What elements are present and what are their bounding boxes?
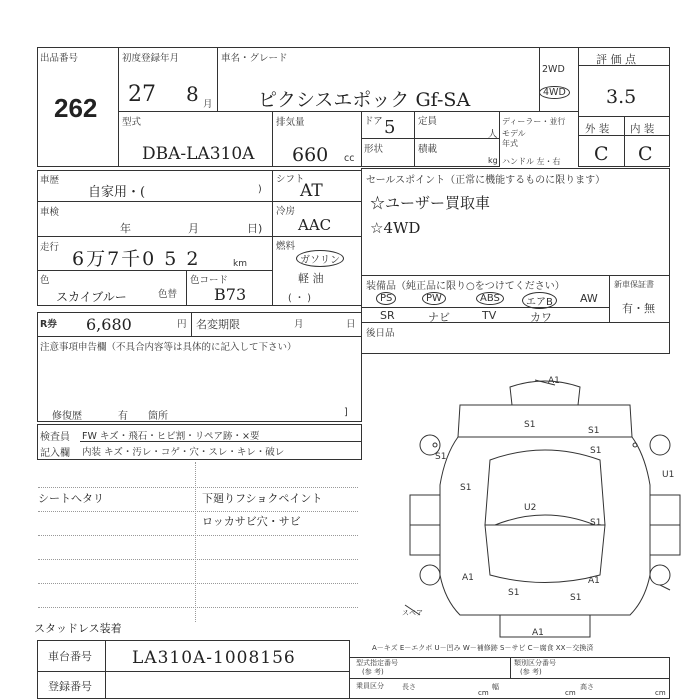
registration-label: 登録番号 [48,680,92,693]
repair-yes: 有 [118,411,128,422]
aircon-value: AAC [298,216,332,234]
diagram-spare-label: スペア [402,609,423,617]
doors-value: 5 [384,117,396,138]
diagram-mark-top: A1 [548,376,560,386]
diagram-mark-s1-b: S1 [588,426,600,436]
deadline-month: 月 [294,319,304,330]
history-label: 車歴 [40,175,60,186]
int-label: 内 装 [630,123,655,135]
deadline-day: 日 [346,319,356,330]
type-designation-label: 型式指定番号 [356,659,398,667]
diagram-mark-s1-e: S1 [460,483,472,493]
diagram-mark-s1-d: S1 [590,446,602,456]
equip-ps: PS [376,292,396,305]
color-change-label: 色替 [158,289,178,300]
warranty-label: 新車保証書 [614,280,654,289]
equip-tv: TV [482,309,497,322]
int-value: C [638,143,653,165]
sales-point-2: ☆4WD [370,219,421,237]
mileage-unit: km [233,259,247,269]
history-box [37,170,273,202]
handwritten-right-note1: 下廻りフショクペイント [202,492,323,505]
color-label: 色 [40,275,50,286]
shift-value: AT [300,181,323,201]
fuel-value: ガソリン [296,250,344,267]
fuel-label: 燃料 [276,241,296,252]
notes-label: 注意事項申告欄（不具合内容等は具体的に記入して下さい） [40,342,297,353]
equip-pw: PW [422,292,446,305]
height-cm: cm [655,689,666,697]
handwritten-right-note2: ロッカサビ穴・サビ [202,515,301,528]
inspector-label2: 記入欄 [40,448,70,459]
repair-label: 修復歴 [52,411,82,422]
equip-aw: AW [580,292,598,305]
handwritten-left-note: シートへタリ [38,492,104,505]
load-label: 積載 [418,144,438,155]
warranty-value: 有・無 [622,302,655,315]
drive-2wd: 2WD [542,64,565,75]
doors-label: ドア [364,116,383,127]
lot-label: 出品番号 [40,53,79,64]
classification-label: 類別区分番号 [514,659,556,667]
displacement-value: 660 [292,144,329,166]
equip-navi: ナビ [428,311,450,324]
lot-number: 262 [54,93,98,123]
score-label: 評 価 点 [596,53,636,66]
inspector-row2: 内装 キズ・汚レ・コゲ・穴・スレ・キレ・破レ [82,447,285,458]
equip-sr: SR [380,309,395,322]
displacement-label: 排気量 [276,117,305,128]
history-close: ) [258,184,262,195]
displacement-unit: cc [344,153,355,164]
shift-label: シフト [276,174,305,185]
handwritten-studless: スタッドレス装着 [34,622,122,635]
diagram-mark-a1-b: A1 [588,576,600,586]
diagram-mark-a1-c: A1 [532,628,544,638]
width-label: 幅 [492,683,499,691]
chassis-value: LA310A-1008156 [132,648,296,668]
diagram-legend: A－キズ E－エクボ U－凹み W－補修跡 S－サビ C－腐食 XX－交換済 [372,644,594,652]
drive-box [539,47,579,112]
repair-close: ] [344,407,348,418]
ref2-label: (参 考) [520,668,542,676]
mileage-label: 走行 [40,242,60,253]
length-label: 長さ [402,683,416,691]
recycle-unit: 円 [177,319,187,330]
score-value: 3.5 [606,86,637,108]
inspector-row1: FW キズ・飛石・ヒビ割・リペア跡・×要 [82,431,260,442]
later-date-label: 後日品 [366,328,395,339]
car-name-value: ピクシスエポック Gf-SA [258,89,471,111]
diagram-mark-u1: U1 [662,470,675,480]
dealer-label: ディーラー・並行 [502,117,566,126]
model-year-label-a: モデル [502,129,526,138]
color-code-value: B73 [214,285,247,304]
inspection-month: 月 [188,222,199,235]
model-value: DBA-LA310A [142,144,255,164]
first-reg-label: 初度登録年月 [122,53,180,64]
equipment-label: 装備品（純正品に限り○をつけてください） [366,281,565,292]
aircon-label: 冷房 [276,206,296,217]
recycle-label: R券 [40,319,57,330]
occupant-label: 乗員区分 [356,682,384,690]
fuel-paren: ( ・ ) [288,293,311,304]
capacity-unit: 人 [488,129,498,140]
color-value: スカイブルー [56,290,127,304]
diagram-mark-u2: U2 [524,503,537,513]
recycle-value: 6,680 [86,315,132,334]
equip-leather: カワ [530,311,552,324]
sales-point-1: ☆ユーザー買取車 [370,194,491,212]
inspection-label: 車検 [40,207,60,218]
diagram-mark-s1-f: S1 [590,518,602,528]
fuel-option2: 軽 油 [298,272,324,285]
first-reg-month: 8 [186,82,199,106]
load-unit: kg [488,156,498,165]
height-label: 高さ [580,683,594,691]
car-damage-diagram [400,375,690,645]
drive-4wd: 4WD [539,86,570,99]
first-reg-month-unit: 月 [203,99,213,110]
ref-label: (参 考) [362,668,384,676]
inspection-day: 日) [247,222,263,235]
chassis-label: 車台番号 [48,650,92,663]
ext-value: C [594,143,609,165]
history-value: 自家用・( [88,185,146,200]
car-name-label: 車名・グレード [221,53,288,64]
width-cm: cm [565,689,576,697]
inspector-label1: 検査員 [40,432,70,443]
deadline-label: 名変期限 [196,318,240,331]
inspection-box [37,201,273,237]
diagram-mark-s1-g: S1 [508,588,520,598]
repair-place: 箇所 [148,411,168,422]
mileage-value: 6万7千0 5 2 [72,248,201,270]
handle-label: ハンドル 左・右 [502,157,561,166]
equip-abs: ABS [476,292,504,305]
shape-label: 形状 [364,144,384,155]
diagram-mark-a1-a: A1 [462,573,474,583]
later-date-box [361,322,670,354]
first-reg-year: 27 [128,82,156,107]
ext-label: 外 装 [585,123,610,135]
capacity-label: 定員 [418,116,438,127]
inspection-year: 年 [120,222,131,235]
sales-points-label: セールスポイント（正常に機能するものに限ります） [366,175,606,186]
model-year-label-b: 年式 [502,139,518,148]
model-label: 型式 [122,117,142,128]
diagram-mark-s1-h: S1 [570,593,582,603]
equip-airbag: エアB [522,292,557,309]
length-cm: cm [478,689,489,697]
color-code-label: 色コード [190,275,229,286]
diagram-mark-s1-a: S1 [524,420,536,430]
diagram-mark-s1-c: S1 [435,452,447,462]
